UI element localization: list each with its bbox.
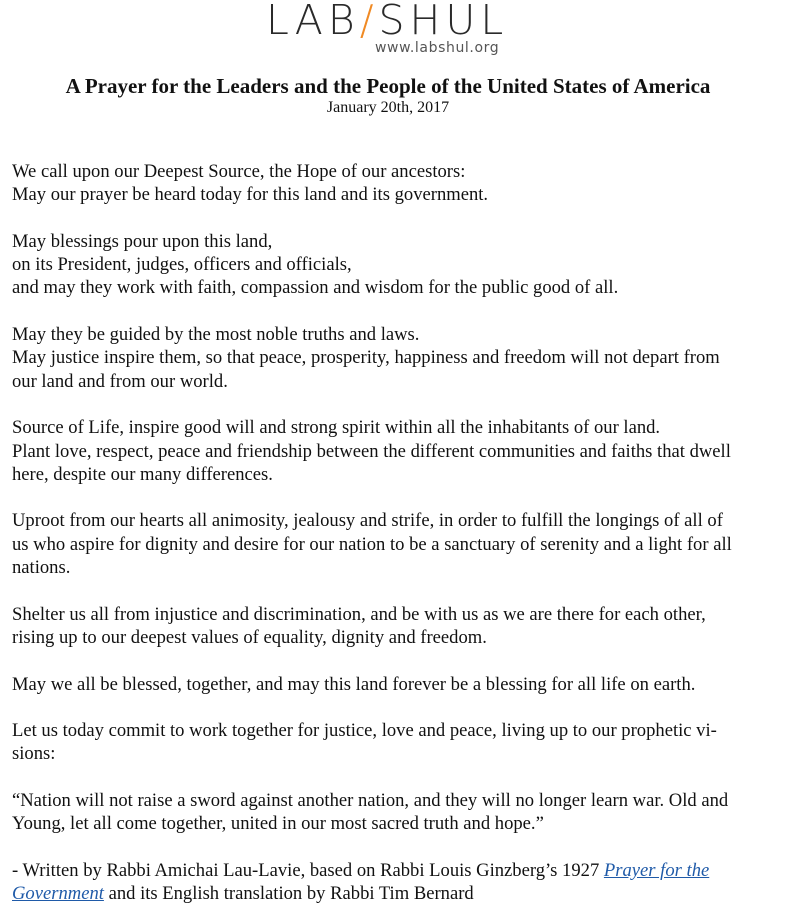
text-line: “Nation will not raise a sword against another nation, and they will no longer learn war. Old and: [12, 790, 729, 812]
text-line: May justice inspire them, so that peace, prosperity, happiness and freedom will not depart from: [12, 347, 720, 369]
text-line: We call upon our Deepest Source, the Hope of our ancestors:: [12, 161, 466, 182]
attribution-line: [12, 882, 777, 905]
attribution-suffix: and its English translation by Rabbi Tim Bernard: [103, 883, 474, 905]
text-line: Uproot from our hearts all animosity, jealousy and strife, in order to fulfill the longings of all of: [12, 510, 723, 532]
text-line: and may they work with faith, compassion and wisdom for the public good of all.: [12, 277, 619, 299]
text-line: on its President, judges, officers and officials,: [12, 254, 352, 276]
prayer-body: [12, 160, 777, 906]
text-line: rising up to our deepest values of equality, dignity and freedom.: [12, 626, 487, 648]
text-line: May our prayer be heard today for this land and its government.: [12, 184, 489, 206]
text-line: Let us today commit to work together for justice, love and peace, living up to our prophetic vi-: [12, 720, 717, 742]
paragraph: [12, 160, 777, 207]
logo-wordmark: [266, 0, 509, 44]
text-line: sions:: [12, 743, 56, 765]
text-line: May blessings pour upon this land,: [12, 230, 273, 252]
text-line: May they be guided by the most noble truths and laws.: [12, 324, 420, 346]
paragraph: [12, 673, 777, 696]
document-title: A Prayer for the Leaders and the People of the United States of America: [65, 74, 711, 98]
quote-paragraph: [12, 789, 777, 836]
logo-lab-text: LAB: [266, 0, 360, 44]
paragraph: [12, 230, 777, 300]
prayer-for-the-government-link[interactable]: Prayer for the: [603, 859, 710, 881]
paragraph: [12, 416, 777, 486]
text-line: Shelter us all from injustice and discrimination, and be with us as we are there for each other,: [12, 603, 706, 625]
text-line: nations.: [12, 557, 71, 579]
text-line: our land and from our world.: [12, 370, 228, 392]
paragraph: [12, 509, 777, 579]
paragraph: [12, 323, 777, 393]
text-line: May we all be blessed, together, and may this land forever be a blessing for all life on earth.: [12, 673, 696, 695]
attribution-prefix: - Written by Rabbi Amichai Lau-Lavie, based on Rabbi Louis Ginzberg’s 1927: [12, 859, 604, 881]
document-date: January 20th, 2017: [326, 99, 450, 116]
attribution-line: [12, 859, 777, 882]
paragraph: [12, 719, 777, 766]
text-line: us who aspire for dignity and desire for our nation to be a sanctuary of serenity and a light for all: [12, 533, 732, 555]
text-line: Young, let all come together, united in our most sacred truth and hope.”: [12, 813, 544, 835]
logo-shul-text: SHUL: [378, 0, 509, 44]
logo-slash: /: [359, 0, 379, 44]
text-line: here, despite our many differences.: [12, 463, 273, 485]
paragraph: [12, 603, 777, 650]
prayer-for-the-government-link-continued[interactable]: Government: [12, 883, 104, 905]
text-line: Source of Life, inspire good will and strong spirit within all the inhabitants of our land.: [12, 417, 661, 439]
logo-url: www.labshul.org: [375, 40, 500, 56]
attribution: [12, 859, 777, 906]
text-line: Plant love, respect, peace and friendship between the different communities and faiths that dwell: [12, 440, 731, 462]
